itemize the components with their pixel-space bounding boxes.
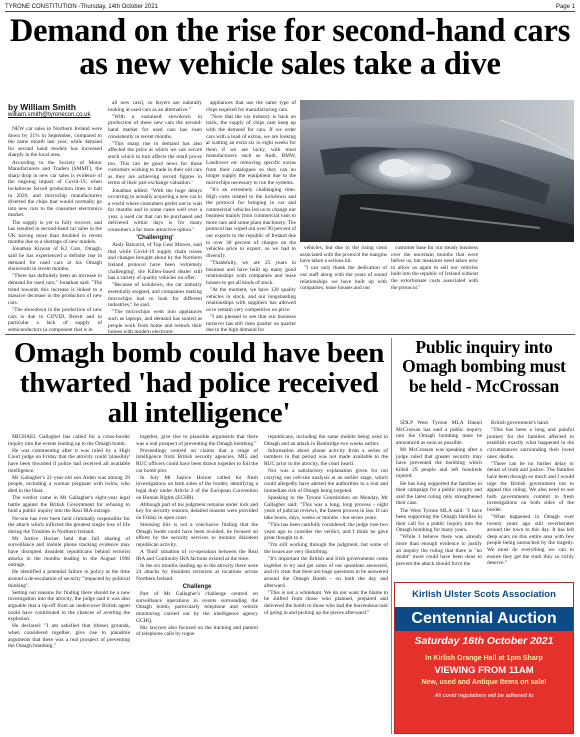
inquiry-column-1: [396, 420, 482, 580]
paragraph: "With a sustained slowdown in production of these new cars the second-hand market for used cars has risen consistently in recent months.: [108, 113, 202, 140]
paragraph: Part of Mr Gallagher's challenge centred on surveillance operations in events surrounding the Omagh bomb, particularly telephone and vehicle monitoring carried out by the intelligence agency GCHQ.: [136, 591, 258, 624]
paragraph: "There has definitely been an increase in demand for used cars," Jonathan said. "The trend towards this increase is linked to a massive decrease in the production of new cars.: [8, 273, 102, 306]
paragraph: SDLP West Tyrone MLA Daniel McCrossan has said a public inquiry into the Omagh bombing must be announced as soon as possible.: [396, 420, 482, 446]
lead-column-3: [206, 100, 296, 334]
paragraph: appliances that use the same type of chips required for manufacturing cars.: [206, 100, 296, 113]
paragraph: No-one has ever been held criminally responsible for the attack which inflicted the greatest single loss of life during the Troubles in Northern Ireland.: [8, 515, 130, 535]
lead-headline: Demand on the rise for second-hand cars as new vehicle sales take a dive: [9, 13, 571, 83]
paragraph: Although part of his judgment remains under lock and key for security reasons, detailed reasons were provided on Friday in open court.: [136, 501, 258, 521]
folio-rule: [5, 11, 575, 12]
car-photo-illustration: [300, 100, 574, 242]
paragraph: "This sharp rise in demand has also affected the price at which we can secure stock which in turn affects the retail prices too. This can be good news for those customers wishing to trade in their old cars as they are achieving record figures in terms of their part exchange valuation.": [108, 140, 202, 187]
ad-venue: In Kirlish Orange Hall at 1pm Sharp: [425, 655, 543, 662]
paragraph: "I am pleased to see that our business turnover has still risen quarter on quarter due to the high demand for: [206, 313, 296, 334]
paragraph: He declared: "I am satisfied that (these) grounds, when considered together, give rise to plausible arguments that there was a real prospect of preventing the Omagh bombing.": [8, 623, 130, 650]
paragraph: The verdict came in Mr Gallagher's eight-year legal battle against the British Government for refusing to hold a public inquiry into the Real IRA outrage.: [8, 495, 130, 515]
lead-column-5: [391, 245, 478, 331]
paragraph: "While I believe there was already more than enough evidence to justify an inquiry the ruling that there is "no doubt" more could have been done to prevent the attack should force the: [396, 534, 482, 567]
paragraph: Stressing this is not a conclusive finding that the Omagh bomb could have been avoided, he focused on efforts by the security services to monitor dissident republican activity.: [136, 522, 258, 548]
paragraph: "This has been a long and painful journey for the families affected to establish exactly what happened in the circumstances surrounding their loved ones' deaths.: [487, 427, 574, 460]
ad-title: Centennial Auction: [395, 607, 573, 631]
paragraph: British government's hand.: [491, 420, 550, 426]
paragraph: Jonathan added: "With the huge delays occurring in actually acquiring a new car in a world where consumers prefer not to wait for months and in some cases well over a year, a used car that can be purchased and delivered within days is for many consumers a far more attractive option.": [108, 187, 202, 234]
paragraph: MICHAEL Gallagher has called for a cross-border inquiry into the events leading up to the Omagh bomb.: [8, 434, 130, 447]
paragraph: The supply is yet to fully recover, and has resulted in second-hand car sales in the UK having more than doubled in recent months due to a shortage of new models.: [8, 219, 102, 246]
paragraph: all new cars), so buyers are naturally looking at used cars as an alternative.": [108, 100, 202, 113]
paragraph: The West Tyrone MLA said: "I have been supporting the Omagh families in their call for a public inquiry into the Omagh bombing for many years.: [396, 507, 482, 534]
paragraph: Mr Gallagher's 21-year-old son Aiden was among 29 people, including a woman pregnant with twins, who died in the blast.: [8, 474, 130, 494]
paragraph: Speaking to the Tyrone Constitution on Monday, Mr Gallagher said: "This was a long, long process - eight years of judicial reviews, the fastest process in law. It can take hours, days, weeks or months - but seven years.: [264, 495, 388, 521]
lead-column-4: [300, 245, 387, 331]
paragraph: According to the Society of Motor Manufacturers and Traders (SMMT), the sharp drop in new car sales is evidence of the ongoing impact of Covid-19, when lockdowns forced production lines to halt in 2020, and microchip manufacturers diverted the chips that would normally go into new cars to the consumer electronics market.: [8, 159, 102, 219]
paragraph: NEW car sales in Northern Ireland were down by 31% in September, compared to the same month last year, while demand for second hand models has increased sharply in the local area.: [8, 126, 102, 159]
paragraph: customer base for our steady business over the uncertain months that were before us, but measures need taken now to allow us again to sell our vehicles built into the republic of Ireland without the extortionate costs associated with the protocol.": [391, 245, 478, 291]
paragraph: "Now that the car industry is back on track, the supply of chips cant keep up with the demand for cars. If we order cars with a load of extras, we are looking at waiting an extra six to eight weeks for them if we are lucky, with most manufacturers such as Audi, BMW, Landrover etc removing specific extras from their catalogues so they can no longer supply the equipment due to the microchips necessary to run the systems.: [206, 113, 296, 186]
paragraph: Proceedings centred on claims that a range of intelligence from British security agencies, MI5 and RUC officers could have been drawn together to foil the car bomb plot.: [136, 447, 258, 474]
paragraph: "At the moment, we have 128 quality vehicles in stock, and our longstanding relationships with suppliers has allowed us to remain very competitive on price.: [206, 287, 296, 313]
paragraph: A 'fluid' situation of co-operation between the Real IRA and Continuity IRA factions existed at the time.: [136, 549, 258, 562]
omagh-column-2: [136, 434, 258, 734]
ad-items: New, used and Antique Items on sale!: [421, 679, 547, 686]
byline-name: by William Smith: [8, 102, 76, 112]
omagh-bomb-headline: Omagh bomb could have been thwarted 'had police received all intelligence': [13, 337, 385, 430]
paragraph: In July Mr Justice Horner called for fresh investigations on both sides of the border, identifying a legal duty under Article 2 of the European Convention on Human Rights (ECHR).: [136, 474, 258, 501]
paragraph: Setting out reasons for finding there should be a new investigation into the atrocity, the judge said it was also arguable that a tip-off from an undercover British agent could have contributed to the chances of averting the explosion.: [8, 589, 130, 623]
paragraph: "Because of lockdown, the car industry essentially stopped, and companies making microchips had to look for different industries," he said.: [108, 282, 202, 309]
byline: [8, 103, 90, 119]
car-headlight-photo: [300, 100, 574, 242]
auction-advert[interactable]: [394, 582, 574, 734]
paragraph: Information about phone activity from a series of numbers in that period was not made available to the RUC prior to the atrocity, the court heard.: [264, 447, 388, 467]
paragraph: Mr McCrossan was speaking after a judge ruled that greater security may have prevented the bombing which killed 29 people and left hundreds injured.: [396, 446, 482, 480]
paragraph: republicans, including the same mobile being used in Omagh and an attack in Banbridge two weeks earlier.: [264, 434, 388, 447]
paragraph: together, give rise to plausible arguments that there was a real prospect of preventing the Omagh bombing.": [136, 434, 258, 447]
lead-column-2: [108, 100, 202, 336]
byline-email-link[interactable]: william.smith@tyronecon.co.uk: [8, 112, 91, 119]
paragraph: "It's an extremely challenging time. High costs related to the lockdown and the protocol for bringing in car and commercial vehicles led us to change our business mainly from commercial vans to more cars and some plant machinery. The protocol has wiped out over 90 percent of our exports to the republic of Ireland due to over 30 percent of charges on the vehicles price to export, so we had to diversify.: [206, 186, 296, 259]
ad-viewing-time: VIEWING FROM 11AM: [434, 665, 534, 676]
ad-covid-note: All covid regulations will be adhered to: [434, 693, 534, 699]
paragraph: "I'm still working through the judgment, but some of the issues are very disturbing.: [264, 542, 388, 556]
paragraph: Nor was a satisfactory explanation given for not carrying out cell-site analysis at an earlier stage, which could allegedly have alerted the authorities to a real and immediate risk of Omagh being targeted.: [264, 468, 388, 494]
paragraph: "This is not a whitehunt. We do not want the blame to be shifted from those who planned, prepared and delivered the bomb to those who had the horrendous task of going in and picking up the pieces afterward.": [264, 589, 388, 616]
folio-page-number: Page 1: [555, 4, 575, 10]
omagh-subhead-challenge: Challenge: [182, 583, 212, 590]
section-divider: [5, 334, 575, 335]
paragraph: He was commenting after it was ruled by a High Court judge on Friday that the atrocity could 'plausibly' have been thwarted if police had received all available intelligence.: [8, 447, 130, 474]
inquiry-column-2: [487, 420, 574, 580]
paragraph: Mr Justice Horner held that full sharing of surveillance and mobile phone tracking evidence may have disrupted dissident republicans behind terrorist attacks in the months leading to the August 1998 outrage.: [8, 535, 130, 569]
paragraph: "The slowdown in the production of new cars is due to COVID, Brexit and in particular a lack of supply of semiconductors (a component that is in: [8, 307, 102, 333]
folio-masthead: TYRONE CONSTITUTION -Thursday, 14th October 2021: [5, 4, 158, 10]
paragraph: "What happened in Omagh over twenty years ago still reverberates around the town to this day. It has left deep scars on this entire area with few people being untouched by the tragedy. We must do everything we can to ensure they get the truth they so richly deserve.": [487, 514, 574, 567]
paragraph: Andy Balcarrd, of Top Gear Motors, said that while Covid-19 supply chain issues and changes brought about by the Northern Ireland protocol have been 'extremely challenging', the Killen-based dealer still has a variety of quality vehicles on offer.: [108, 242, 202, 282]
paragraph: He identified a potential failure in policy at the time around a de-escalation of security "impacted by political thinking".: [8, 569, 130, 589]
paragraph: "Thankfully, we are 25 years in business and have built up many good relationships with companies and lease houses to get all kinds of stock.: [206, 260, 296, 286]
paragraph: His lawyers also focused on the tracking and pattern of telephone calls by rogue: [136, 624, 258, 638]
paragraph: "The microchips went into appliances such as laptops, and demand has soared as people work from home and restock their homes with modern electronic: [108, 309, 202, 336]
paragraph: In the six months leading up to the atrocity there were 24 attacks by dissident terrorists at locations across Northern Ireland.: [136, 562, 258, 583]
paragraph: "I can only thank the dedication of our staff along with the years of sound relationships we have built up with companies, lease houses and our: [300, 265, 387, 292]
lead-column-1: [8, 126, 102, 331]
paragraph: "This has been carefully considered; the judge rose two years ago to consider the verdict, and I think he gave great thought to it.: [264, 522, 388, 542]
paragraph: vehicles, but due to the rising costs associated with the protocol the margins have taken a serious hit.: [300, 245, 387, 265]
ad-organisation: Kirlish Ulster Scots Association: [395, 583, 573, 607]
column-divider: [391, 338, 392, 734]
omagh-column-3: [264, 434, 388, 734]
lead-subhead-challenging: 'Challenging': [136, 234, 174, 241]
paragraph: "It's important the British and Irish governments come together to try and get some of our questions answered, and it's clear that there are huge questions to be answered around the Omagh Bomb - on both the day and afterward.: [264, 556, 388, 589]
paragraph: "There can be no further delay or denial of truth and justice. The families have been through so much and I would urge the British government not to appeal this ruling. We also need to see both governments commit to fresh investigations on both sides of the border.: [487, 460, 574, 513]
omagh-column-1: [8, 434, 130, 734]
ad-date: Saturday 16th October 2021: [414, 635, 554, 647]
inquiry-headline: Public inquiry into Omagh bombing must be held - McCrossan: [402, 337, 566, 396]
paragraph: He has long supported the families in their campaign for a public inquiry and said the latest ruling only strengthened their case.: [396, 480, 482, 507]
paragraph: Jonathan Kirwan of K2 Cars, Omagh, said he has experienced a definite rise in demand for used cars at his Omagh showroom in recent months.: [8, 246, 102, 273]
